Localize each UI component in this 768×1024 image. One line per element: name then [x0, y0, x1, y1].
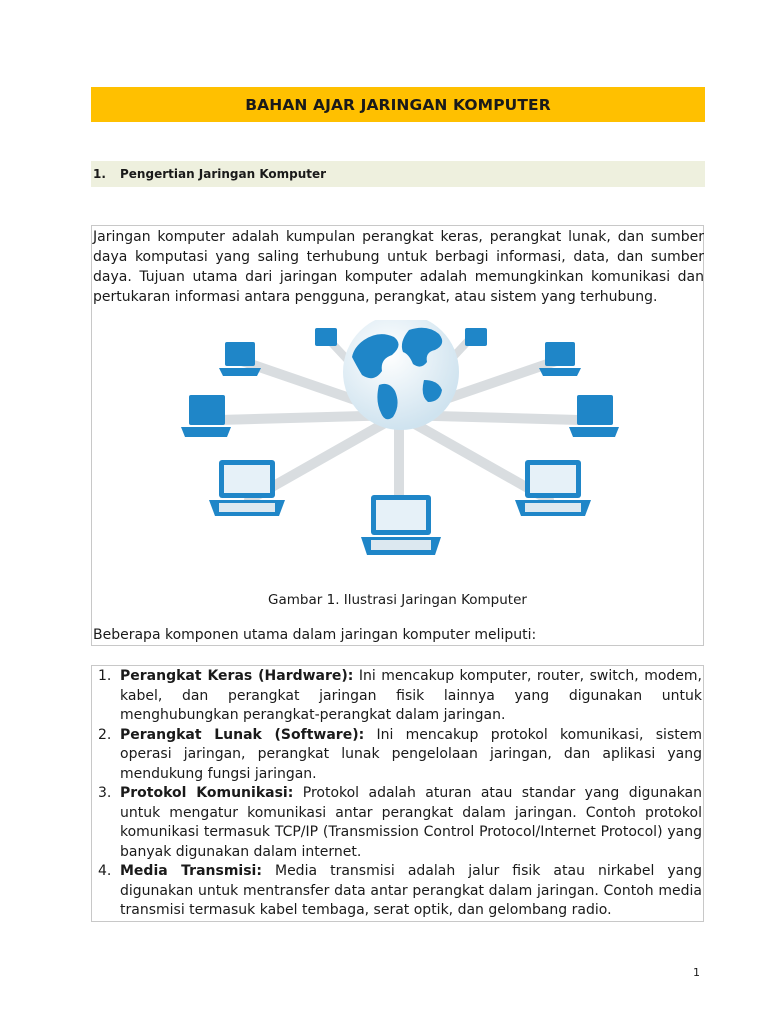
list-item-number: 1. — [98, 668, 112, 684]
laptop-icon — [219, 342, 261, 376]
laptop-icon — [465, 328, 487, 346]
list-item-number: 3. — [98, 785, 112, 801]
list-item — [92, 667, 703, 726]
page-number: 1 — [693, 966, 700, 979]
list-item-term: Media Transmisi: — [120, 863, 262, 879]
laptop-icon — [315, 328, 337, 346]
document-title: BAHAN AJAR JARINGAN KOMPUTER — [245, 95, 551, 114]
laptop-icon — [515, 460, 591, 516]
components-list — [92, 667, 703, 921]
laptop-icon — [181, 395, 231, 437]
list-item-number: 2. — [98, 726, 112, 743]
laptop-icon — [361, 495, 441, 555]
list-item — [92, 784, 703, 862]
section-title: Pengertian Jaringan Komputer — [120, 167, 327, 181]
components-list-box — [91, 665, 704, 922]
list-item-text: Ini mencakup komputer, router, switch, modem, kabel, dan perangkat jaringan fisik lainnya yang digunakan untuk menghubungkan perangkat-perangkat dalam jaringan. — [120, 668, 702, 723]
laptop-icon — [539, 342, 581, 376]
laptop-icon — [209, 460, 285, 516]
intro-box — [91, 225, 704, 646]
list-item-text: Ini mencakup protokol komunikasi, sistem operasi jaringan, perangkat lunak pengelolaan jaringan, dan aplikasi yang mendukung fungsi jaringan. — [120, 726, 702, 782]
list-item — [92, 726, 703, 785]
figure-caption: Gambar 1. Ilustrasi Jaringan Komputer — [268, 592, 527, 608]
section-heading — [91, 161, 705, 187]
list-item-text: Protokol adalah aturan atau standar yang digunakan untuk mengatur komunikasi antar perangkat dalam jaringan. Contoh protokol komunikasi termasuk TCP/IP (Transmission Control Protocol/Internet Protocol) yang banyak digunakan dalam internet. — [120, 785, 703, 860]
network-illustration — [179, 320, 619, 572]
document-title-bar — [91, 87, 705, 122]
list-item-term: Perangkat Keras (Hardware): — [120, 668, 354, 684]
list-item-term: Perangkat Lunak (Software): — [120, 726, 365, 743]
list-item-number: 4. — [98, 863, 112, 879]
list-item-text: Media transmisi adalah jalur fisik atau nirkabel yang digunakan untuk mentransfer data antar perangkat dalam jaringan. Contoh media transmisi termasuk kabel tembaga, serat optik, dan gelombang radio. — [120, 863, 703, 918]
list-item — [92, 862, 703, 921]
components-lead: Beberapa komponen utama dalam jaringan komputer meliputi: — [93, 627, 537, 643]
intro-paragraph: Jaringan komputer adalah kumpulan perangkat keras, perangkat lunak, dan sumber daya komputasi yang saling terhubung untuk berbagi informasi, data, dan sumber daya. Tujuan utama dari jaringan komputer adalah memungkinkan komunikasi dan pertukaran informasi antara pengguna, perangkat, atau sistem yang terhubung. — [93, 229, 704, 305]
section-number: 1. — [93, 167, 106, 181]
list-item-term: Protokol Komunikasi: — [120, 785, 294, 801]
